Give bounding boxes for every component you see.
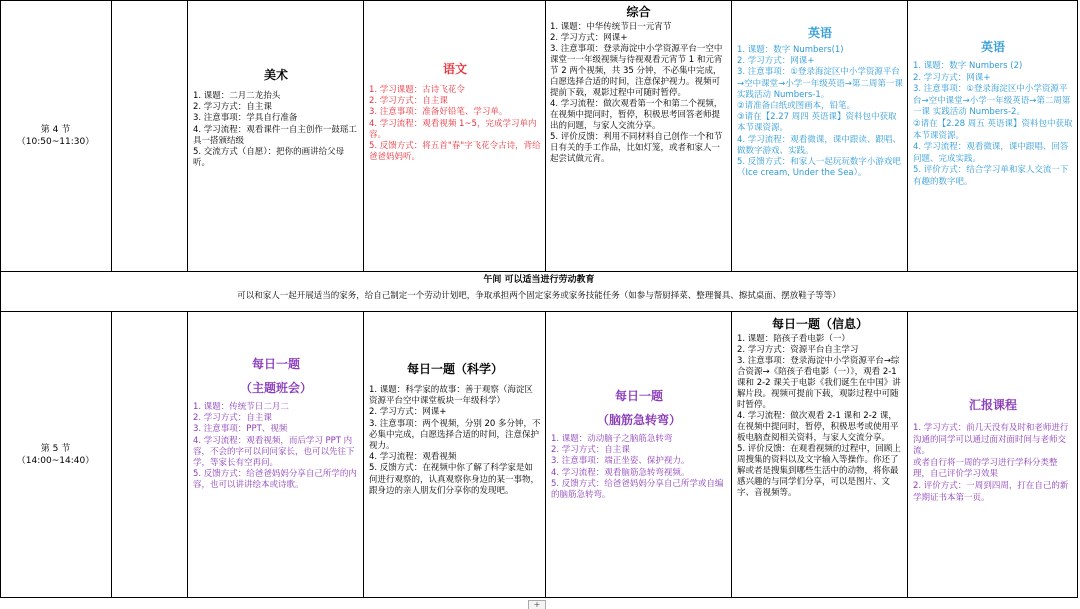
period-4-cell (0, 0, 112, 272)
add-row-button[interactable]: + (528, 600, 546, 609)
chinese-cell (364, 0, 546, 272)
report-content: 1. 学习方式：前几天没有及时和老师进行沟通的同学可以通过面对面时间与老师交流。 或者自行将一周的学习进行学科分类整理，自己评价学习效果 2. 评价方式：一周到四周，打在自己的新学期证书本第一页。 (913, 423, 1069, 503)
art-title: 美术 (263, 68, 288, 82)
general-content: 1. 课题：中华传统节日一元宵节 2. 学习方式：网课+ 3. 注意事项：登录海淀中小学资源平台一空中课堂一一年级视频与待视观看元宵节 1 和元宵节 2 两个视频，共 35 分钟，不必集中完成，白愿选择合适的时间，注意保护视力。视频可提前下载，观影过程中可随时暂停。 4. 学习流程：做次观看第一个和第二个视频，在视频中提问时，暂停，积极思考回答老师提出的问题，与家人交流分享。 5. 评价反馈：利用不同材料自己创作一个和节日有关的手工作品，比如灯笼，或者和家人一起尝试做元宵。 (550, 22, 723, 164)
english-cell-2 (908, 0, 1078, 272)
english-content-1: 1. 课题：数字 Numbers(1) 2. 学习方式：网课+ 3. 注意事项：①登录海淀区中小学资源平台→空中课堂→小学一年级英语→第二周第一课 实践活动 Numbers-1。 ②请准备白纸或图画本，铅笔。 ③请在【2.27 周四 英语课】资料包中获取本节课资源。 4. 学习流程：观看微课，课中跟读、跟唱、做数字游戏、实践。 5. 反馈方式：和家人一起玩玩数字小游戏吧（Ice cream, Under the Sea）。 (737, 45, 903, 179)
class-meeting-content: 1. 课题：传统节日二月二 2. 学习方式：自主课 3. 注意事项：PPT、视频 4. 学习流程：观看视频，而后学习 PPT 内容，不会的字可以问问家长，也可以先往下学，等家长有空再问。 5. 反馈方式：给爸爸妈妈分享自己所学的内容，也可以讲讲绘本或诗歌。 (193, 402, 357, 491)
english-content-2: 1. 课题：数字 Numbers (2) 2. 学习方式：网课+ 3. 注意事项：①登录海淀区中小学资源平台→空中课堂→小学一年级英语→第二周第一课 实践活动 Numbers-2。 ②请在【2.28 周五 英语课】资料包中获取本节课资源。 4. 学习流程：观看微课，课中跟唱、回答问题、完成实践。 5. 评价方式：结合学习单和家人交流一下有趣的数字吧。 (913, 61, 1073, 187)
english-cell-1 (732, 0, 908, 272)
general-title: 综合 (626, 5, 651, 19)
class-meeting-cell (188, 312, 364, 598)
empty-cell-row2 (112, 312, 188, 598)
empty-cell-row1 (112, 0, 188, 272)
info-content: 1. 课题：陪孩子看电影（一） 2. 学习方式：资源平台自主学习 3. 注意事项：登录海淀中小学资源平台→综合资源→《陪孩子看电影（一）》，观看 2-1 课和 2-2 课关于电影《我们诞生在中国》讲解片段。视频可提前下载，观影过程中可随时暂停。 4. 学习流程：做次观看 2-1 课和 2-2 课，在视频中提问时，暂停，积极思考或使用平板电脑查阅相关资料，与家人交流分享。 5. 评价反馈：在观看视频的过程中，回顾上周搜集的资料以及文字输入等操作。你还了解或者是搜集到哪些生活中的动物，将你最感兴趣的与同学们分享，可以是图片、文字、音视频等。 (737, 334, 901, 498)
period-5-label: 第 5 节 （14:00~14:40） (16, 443, 95, 466)
period-5-cell (0, 312, 112, 598)
period-4-label: 第 4 节 （10:50~11:30） (16, 124, 95, 147)
science-cell (364, 312, 546, 598)
noon-title: 午间 可以适当进行劳动教育 (483, 275, 595, 285)
english-title-1: 英语 (807, 26, 832, 40)
brain-teaser-cell (546, 312, 732, 598)
report-title: 汇报课程 (968, 398, 1017, 412)
science-content: 1. 课题：科学家的故事：善于观察（海淀区资源平台空中课堂板块一年级科学） 2. 学习方式：网课+ 3. 注意事项：两个视频，分别 20 多分钟，不必集中完成，白愿选择合适的时间，注意保护视力。 4. 学习流程：观看视频 5. 反馈方式：在视频中你了解了科学家是如何进行观察的，认真观察你身边的某一事物，跟身边的亲人朋友们分享你的发现吧。 (369, 385, 541, 496)
info-title: 每日一题（信息） (771, 317, 868, 331)
brain-teaser-title: 每日一题 （脑筋急转弯） (596, 389, 681, 427)
art-cell (188, 0, 364, 272)
report-cell (908, 312, 1078, 598)
brain-teaser-content: 1. 课题：动动脑子之脑筋急转弯 2. 学习方式：自主课 3. 注意事项：端正坐姿、保护视力。 4. 学习流程：观看脑筋急转弯视频。 5. 反馈方式：给爸爸妈妈分享自己所学或自编的脑筋急转弯。 (551, 434, 724, 501)
general-cell (546, 0, 732, 272)
science-title: 每日一题（科学） (406, 362, 503, 376)
chinese-content: 1. 学习课题：古诗飞花令 2. 学习方式：自主课 3. 注意事项：准备好铅笔、学习单。 4. 学习流程：观看视频 1~5，完成学习单内容。 5. 反馈方式：将五首"春"字飞花令古诗，背给爸爸妈妈听。 (369, 85, 541, 163)
class-meeting-title: 每日一题 （主题班会） (239, 357, 312, 395)
chinese-title: 语文 (442, 62, 467, 76)
english-title-2: 英语 (980, 40, 1005, 54)
art-content: 1. 课题：二月二龙抬头 2. 学习方式：自主课 3. 注意事项：学具自行准备 4. 学习流程：观看课件一自主创作一鼓瑶工具一搭颁结级 5. 交流方式（自愿）：把你的画讲给父母听。 (193, 91, 357, 169)
noon-text: 可以和家人一起开展适当的家务，给自己制定一个劳动计划吧，争取承担两个固定家务或家务技能任务（如参与帮厨择菜、整理餐具、擦拭桌面、摆放鞋子等等） (237, 291, 841, 301)
info-cell (732, 312, 908, 598)
